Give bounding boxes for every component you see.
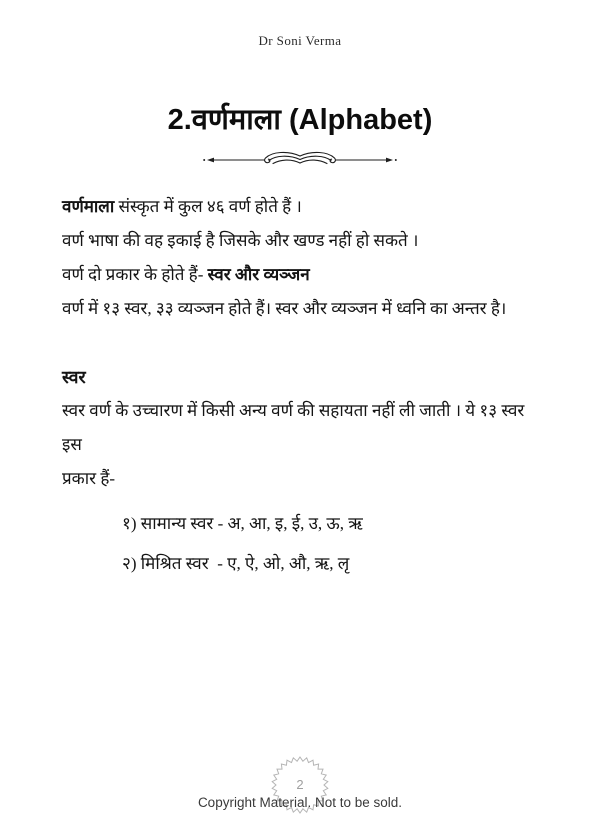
body-content bbox=[62, 190, 542, 584]
intro-line-3-term: स्वर और व्यञ्जन bbox=[207, 265, 310, 284]
intro-line-1 bbox=[62, 190, 542, 224]
intro-line-2: वर्ण भाषा की वह इकाई है जिसके और खण्ड नहीं हो सकते । bbox=[62, 231, 419, 250]
section-heading-svar: स्वर bbox=[62, 367, 86, 387]
intro-line-1-rest: संस्कृत में कुल ४६ वर्ण होते हैं । bbox=[114, 197, 302, 216]
chapter-title: 2.वर्णमाला (Alphabet) bbox=[167, 104, 433, 136]
intro-line-4: वर्ण में १३ स्वर, ३३ व्यञ्जन होते हैं। स्वर और व्यञ्जन में ध्वनि का अन्तर है। bbox=[62, 299, 507, 318]
page-footer bbox=[0, 755, 600, 825]
flourish-divider-icon bbox=[202, 148, 398, 172]
svar-paragraph-line-2: प्रकार हैं- bbox=[62, 469, 116, 488]
page-number: 2 bbox=[296, 777, 304, 792]
running-header-author: Dr Soni Verma bbox=[258, 33, 342, 48]
list-item-samanya-svar: १) सामान्य स्वर - अ, आ, इ, ई, उ, ऊ, ऋ bbox=[122, 514, 363, 533]
svar-paragraph bbox=[62, 394, 542, 496]
intro-line-3 bbox=[62, 258, 542, 292]
list-item-mishrit-svar: २) मिश्रित स्वर - ए, ऐ, ओ, औ, ऋ, लृ bbox=[122, 554, 350, 573]
svar-paragraph-line-1: स्वर वर्ण के उच्चारण में किसी अन्य वर्ण की सहायता नहीं ली जाती । ये १३ स्वर इस bbox=[62, 401, 529, 454]
ornamental-divider bbox=[202, 148, 398, 172]
vowel-type-list bbox=[122, 504, 542, 584]
intro-line-1-term: वर्णमाला bbox=[62, 197, 115, 216]
intro-line-3-pre: वर्ण दो प्रकार के होते हैं- bbox=[62, 265, 208, 284]
copyright-notice: Copyright Material. Not to be sold. bbox=[197, 795, 403, 810]
